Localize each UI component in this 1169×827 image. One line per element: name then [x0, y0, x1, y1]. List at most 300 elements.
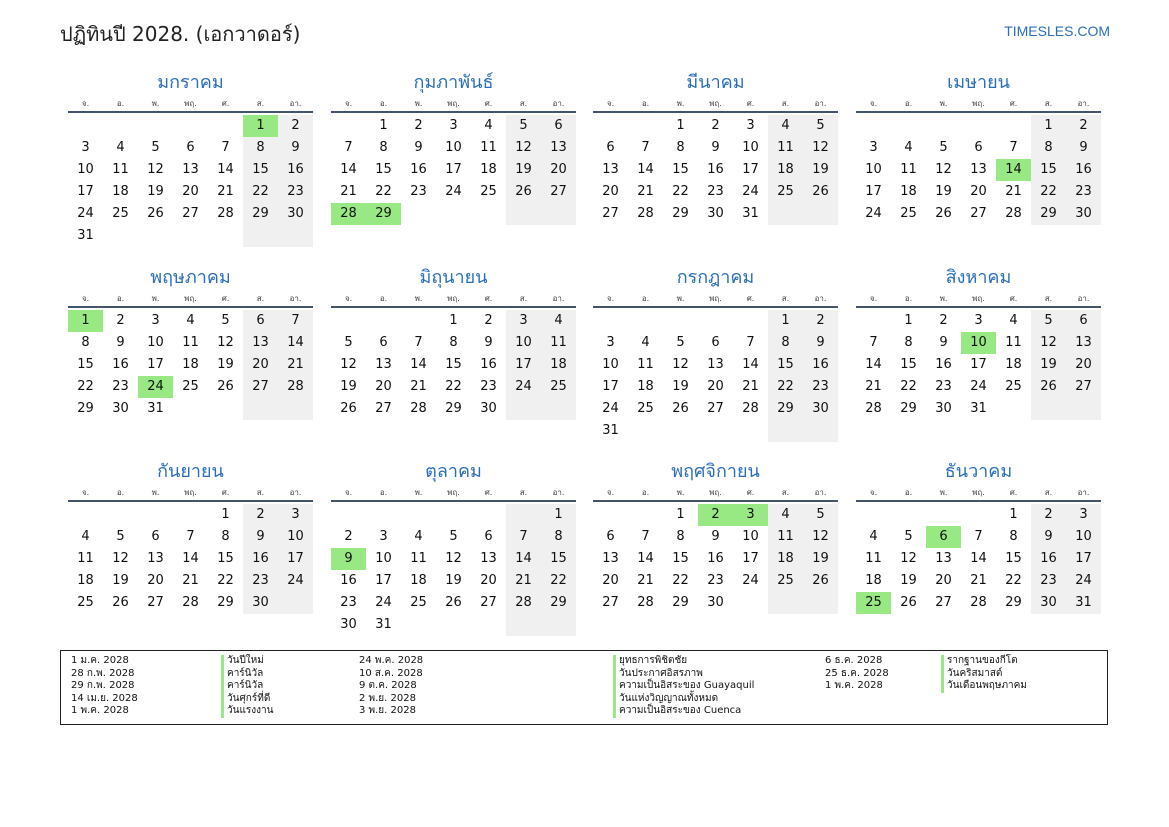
- day-cell: 17: [970, 357, 987, 372]
- day-cell: 21: [506, 570, 541, 592]
- day-cell: 12: [506, 137, 541, 159]
- day-cell: 24: [602, 401, 619, 416]
- day-cell: 11: [541, 332, 576, 354]
- empty-cell: [541, 398, 576, 420]
- day-cell: 28: [742, 401, 759, 416]
- day-cell: 13: [935, 551, 952, 566]
- weekday-label: พ.: [939, 294, 948, 303]
- day-cell: 27: [1066, 376, 1101, 398]
- day-cell: 26: [900, 595, 917, 610]
- weekday-label: ศ.: [221, 294, 230, 303]
- holiday-name: คาร์นิวัล: [221, 680, 263, 693]
- day-cell: 19: [900, 573, 917, 588]
- day-cell: 9: [711, 140, 720, 155]
- day-cell: 24: [445, 184, 462, 199]
- day-cell: 3: [278, 504, 313, 526]
- holiday-date: 6 ธ.ค. 2028: [825, 655, 883, 666]
- day-cell: 28: [637, 206, 654, 221]
- day-cell: 11: [900, 162, 917, 177]
- weekday-label: อ.: [116, 488, 125, 497]
- weekday-label: อา.: [289, 99, 302, 108]
- month-title: พฤศจิกายน: [671, 461, 760, 482]
- day-cell: 3: [506, 310, 541, 332]
- weekday-label: อ.: [116, 99, 125, 108]
- day-cell: 7: [641, 529, 650, 544]
- day-cell: 16: [707, 162, 724, 177]
- empty-cell: [401, 614, 436, 636]
- weekday-label: พ.: [414, 99, 423, 108]
- holiday-date: 1 ม.ค. 2028: [71, 655, 129, 666]
- day-cell: 3: [81, 140, 90, 155]
- day-cell: 18: [410, 573, 427, 588]
- day-cell: 12: [147, 162, 164, 177]
- day-cell: 19: [803, 548, 838, 570]
- day-cell: 6: [186, 140, 195, 155]
- empty-cell: [628, 115, 663, 137]
- day-cell: 25: [768, 181, 803, 203]
- weekday-label: พฤ.: [972, 99, 985, 108]
- day-cell: 21: [637, 184, 654, 199]
- day-cell: 22: [375, 184, 392, 199]
- weekday-label: อ.: [641, 294, 650, 303]
- day-cell: 9: [484, 335, 493, 350]
- day-cell: 3: [974, 313, 983, 328]
- day-cell: 25: [900, 206, 917, 221]
- empty-cell: [926, 115, 961, 137]
- day-cell: 31: [147, 401, 164, 416]
- weekday-label: พฤ.: [447, 99, 460, 108]
- empty-cell: [506, 398, 541, 420]
- day-cell: 4: [904, 140, 913, 155]
- empty-cell: [856, 504, 891, 526]
- day-cell: 14: [970, 551, 987, 566]
- day-cell: 2: [1031, 504, 1066, 526]
- day-cell: 30: [243, 592, 278, 614]
- holiday-date: 24 พ.ค. 2028: [359, 655, 424, 666]
- empty-cell: [663, 420, 698, 442]
- day-cell: 8: [81, 335, 90, 350]
- day-cell: 27: [147, 595, 164, 610]
- day-cell: 2: [116, 313, 125, 328]
- weekday-label: อา.: [1077, 294, 1090, 303]
- day-cell: 18: [182, 357, 199, 372]
- day-cell: 10: [865, 162, 882, 177]
- weekday-label: ศ.: [484, 294, 493, 303]
- day-cell: 11: [865, 551, 882, 566]
- day-cell: 8: [221, 529, 230, 544]
- day-cell: 23: [935, 379, 952, 394]
- day-grid: [68, 310, 313, 420]
- day-cell: 7: [344, 140, 353, 155]
- day-cell: 23: [707, 573, 724, 588]
- holiday-name: วันเดือนพฤษภาคม: [941, 680, 1027, 693]
- holiday-date: 1 พ.ค. 2028: [825, 680, 883, 692]
- day-cell: 23: [340, 595, 357, 610]
- page-title: ปฏิทินปี 2028. (เอกวาดอร์): [60, 22, 301, 46]
- day-cell: 19: [112, 573, 129, 588]
- day-cell: 23: [707, 184, 724, 199]
- day-cell: 14: [182, 551, 199, 566]
- day-cell: 18: [480, 162, 497, 177]
- holiday-name: วันคริสมาสต์: [941, 668, 1002, 681]
- weekday-label: อ.: [379, 488, 388, 497]
- day-cell: 17: [602, 379, 619, 394]
- weekday-header: [331, 96, 576, 113]
- day-cell: 30: [707, 206, 724, 221]
- weekday-header: [856, 485, 1101, 502]
- day-cell: 23: [278, 181, 313, 203]
- day-cell: 10: [445, 140, 462, 155]
- day-cell: 12: [803, 526, 838, 548]
- site-link[interactable]: TIMESLES.COM: [1004, 23, 1110, 39]
- weekday-label: อา.: [289, 488, 302, 497]
- empty-cell: [541, 203, 576, 225]
- day-cell: 17: [742, 162, 759, 177]
- day-cell: 19: [1031, 354, 1066, 376]
- day-cell: 4: [641, 335, 650, 350]
- day-cell: 7: [1009, 140, 1018, 155]
- day-cell: 15: [672, 162, 689, 177]
- day-cell: 30: [340, 617, 357, 632]
- day-grid: [331, 504, 576, 636]
- day-cell: 31: [1066, 592, 1101, 614]
- weekday-label: อ.: [379, 99, 388, 108]
- holiday-date: 14 เม.ย. 2028: [71, 692, 138, 704]
- empty-cell: [891, 115, 926, 137]
- day-cell: 9: [939, 335, 948, 350]
- day-cell: 4: [484, 118, 493, 133]
- day-cell: 11: [768, 137, 803, 159]
- day-cell: 13: [707, 357, 724, 372]
- day-cell: 18: [865, 573, 882, 588]
- day-cell: 21: [970, 573, 987, 588]
- day-cell: 29: [541, 592, 576, 614]
- day-cell: 28: [506, 592, 541, 614]
- holiday-name: วันแห่งวิญญาณทั้งหมด: [613, 693, 718, 706]
- day-cell: 26: [217, 379, 234, 394]
- day-cell: 10: [375, 551, 392, 566]
- weekday-header: [68, 291, 313, 308]
- day-cell: 24: [77, 206, 94, 221]
- day-cell: 20: [935, 573, 952, 588]
- empty-cell: [628, 420, 663, 442]
- day-cell: 7: [414, 335, 423, 350]
- holiday-day-cell: 24: [138, 376, 173, 398]
- weekday-label: อา.: [814, 294, 827, 303]
- day-cell: 30: [1031, 592, 1066, 614]
- weekday-label: พฤ.: [709, 488, 722, 497]
- empty-cell: [996, 115, 1031, 137]
- day-cell: 17: [375, 573, 392, 588]
- empty-cell: [891, 504, 926, 526]
- month-title: กุมภาพันธ์: [413, 72, 494, 93]
- day-cell: 19: [672, 379, 689, 394]
- day-cell: 14: [506, 548, 541, 570]
- empty-cell: [961, 504, 996, 526]
- day-cell: 1: [1031, 115, 1066, 137]
- day-cell: 11: [637, 357, 654, 372]
- weekday-label: อา.: [1077, 99, 1090, 108]
- weekday-label: พ.: [414, 294, 423, 303]
- empty-cell: [768, 420, 803, 442]
- day-cell: 28: [278, 376, 313, 398]
- weekday-label: ส.: [519, 488, 528, 497]
- day-cell: 6: [606, 140, 615, 155]
- day-cell: 17: [278, 548, 313, 570]
- day-cell: 8: [379, 140, 388, 155]
- holiday-day-cell: 1: [68, 310, 103, 332]
- day-cell: 26: [803, 181, 838, 203]
- day-cell: 25: [480, 184, 497, 199]
- holiday-name: ความเป็นอิสระของ Guayaquil: [613, 680, 754, 693]
- day-cell: 7: [746, 335, 755, 350]
- holiday-name: ยุทธการพิชิตชัย: [613, 655, 687, 668]
- day-cell: 2: [414, 118, 423, 133]
- day-cell: 26: [445, 595, 462, 610]
- day-cell: 27: [480, 595, 497, 610]
- empty-cell: [996, 398, 1031, 420]
- day-cell: 2: [278, 115, 313, 137]
- day-cell: 18: [77, 573, 94, 588]
- weekday-label: อา.: [814, 488, 827, 497]
- day-cell: 9: [414, 140, 423, 155]
- day-cell: 10: [602, 357, 619, 372]
- day-cell: 31: [375, 617, 392, 632]
- day-cell: 4: [869, 529, 878, 544]
- empty-cell: [471, 614, 506, 636]
- day-cell: 18: [112, 184, 129, 199]
- day-cell: 14: [637, 551, 654, 566]
- weekday-label: อา.: [814, 99, 827, 108]
- day-cell: 6: [1066, 310, 1101, 332]
- day-cell: 25: [410, 595, 427, 610]
- empty-cell: [436, 504, 471, 526]
- weekday-label: พฤ.: [184, 99, 197, 108]
- month-calendar: [593, 459, 838, 614]
- day-cell: 4: [81, 529, 90, 544]
- day-cell: 25: [541, 376, 576, 398]
- month-calendar: [68, 70, 313, 247]
- weekday-label: ส.: [256, 99, 265, 108]
- month-title: ตุลาคม: [425, 461, 482, 482]
- month-calendar: [856, 459, 1101, 614]
- empty-cell: [628, 310, 663, 332]
- empty-cell: [278, 398, 313, 420]
- holiday-name: วันแรงงาน: [221, 705, 273, 718]
- weekday-label: ส.: [1044, 488, 1053, 497]
- empty-cell: [173, 504, 208, 526]
- day-cell: 17: [147, 357, 164, 372]
- day-cell: 17: [742, 551, 759, 566]
- day-cell: 29: [445, 401, 462, 416]
- weekday-label: จ.: [344, 294, 353, 303]
- empty-cell: [173, 225, 208, 247]
- day-cell: 11: [77, 551, 94, 566]
- weekday-label: พฤ.: [972, 294, 985, 303]
- day-cell: 7: [278, 310, 313, 332]
- empty-cell: [506, 614, 541, 636]
- empty-cell: [103, 225, 138, 247]
- holiday-date: 10 ส.ค. 2028: [359, 667, 423, 679]
- empty-cell: [208, 398, 243, 420]
- day-cell: 29: [672, 595, 689, 610]
- day-cell: 20: [707, 379, 724, 394]
- day-cell: 1: [449, 313, 458, 328]
- day-cell: 14: [637, 162, 654, 177]
- day-cell: 24: [742, 573, 759, 588]
- day-cell: 17: [1066, 548, 1101, 570]
- day-cell: 12: [340, 357, 357, 372]
- day-cell: 10: [742, 529, 759, 544]
- weekday-label: ส.: [256, 488, 265, 497]
- weekday-label: พฤ.: [972, 488, 985, 497]
- day-cell: 14: [278, 332, 313, 354]
- day-cell: 30: [480, 401, 497, 416]
- weekday-label: จ.: [606, 294, 615, 303]
- day-cell: 12: [1031, 332, 1066, 354]
- day-cell: 26: [672, 401, 689, 416]
- empty-cell: [243, 225, 278, 247]
- day-cell: 13: [375, 357, 392, 372]
- weekday-label: พฤ.: [184, 488, 197, 497]
- weekday-label: พ.: [676, 99, 685, 108]
- weekday-label: พฤ.: [447, 488, 460, 497]
- day-cell: 28: [1005, 206, 1022, 221]
- day-cell: 23: [1031, 570, 1066, 592]
- day-cell: 16: [410, 162, 427, 177]
- empty-cell: [593, 115, 628, 137]
- day-cell: 9: [243, 526, 278, 548]
- day-cell: 11: [410, 551, 427, 566]
- weekday-label: ส.: [781, 488, 790, 497]
- day-grid: [856, 310, 1101, 420]
- day-cell: 15: [1031, 159, 1066, 181]
- empty-cell: [506, 504, 541, 526]
- weekday-label: ส.: [256, 294, 265, 303]
- holiday-date: 9 ต.ค. 2028: [359, 680, 417, 692]
- day-cell: 21: [637, 573, 654, 588]
- day-cell: 4: [414, 529, 423, 544]
- day-cell: 15: [672, 551, 689, 566]
- day-cell: 19: [445, 573, 462, 588]
- day-grid: [856, 504, 1101, 614]
- empty-cell: [471, 203, 506, 225]
- day-cell: 1: [676, 507, 685, 522]
- weekday-label: จ.: [869, 99, 878, 108]
- day-cell: 18: [768, 159, 803, 181]
- empty-cell: [1066, 398, 1101, 420]
- day-cell: 30: [803, 398, 838, 420]
- day-cell: 30: [707, 595, 724, 610]
- empty-cell: [768, 203, 803, 225]
- day-cell: 18: [900, 184, 917, 199]
- weekday-label: อ.: [904, 488, 913, 497]
- day-cell: 29: [1005, 595, 1022, 610]
- empty-cell: [68, 504, 103, 526]
- day-cell: 12: [935, 162, 952, 177]
- weekday-label: จ.: [869, 488, 878, 497]
- holiday-date: 29 ก.พ. 2028: [71, 680, 135, 692]
- day-cell: 23: [410, 184, 427, 199]
- month-title: มีนาคม: [686, 72, 745, 93]
- weekday-label: จ.: [606, 99, 615, 108]
- weekday-label: พ.: [151, 488, 160, 497]
- weekday-label: พฤ.: [184, 294, 197, 303]
- day-cell: 15: [541, 548, 576, 570]
- day-cell: 7: [221, 140, 230, 155]
- empty-cell: [926, 504, 961, 526]
- holiday-name: วันปีใหม่: [221, 655, 264, 668]
- day-cell: 11: [182, 335, 199, 350]
- day-cell: 16: [1031, 548, 1066, 570]
- weekday-label: ศ.: [746, 294, 755, 303]
- empty-cell: [331, 504, 366, 526]
- weekday-label: ศ.: [484, 488, 493, 497]
- day-cell: 22: [900, 379, 917, 394]
- day-cell: 23: [480, 379, 497, 394]
- day-cell: 4: [768, 115, 803, 137]
- day-cell: 23: [803, 376, 838, 398]
- day-cell: 6: [243, 310, 278, 332]
- day-cell: 13: [243, 332, 278, 354]
- day-cell: 9: [278, 137, 313, 159]
- day-cell: 14: [217, 162, 234, 177]
- day-cell: 16: [707, 551, 724, 566]
- day-cell: 26: [803, 570, 838, 592]
- day-cell: 8: [243, 137, 278, 159]
- day-cell: 1: [904, 313, 913, 328]
- day-cell: 6: [606, 529, 615, 544]
- day-cell: 30: [278, 203, 313, 225]
- day-cell: 24: [742, 184, 759, 199]
- day-cell: 22: [1031, 181, 1066, 203]
- day-cell: 18: [637, 379, 654, 394]
- day-cell: 3: [151, 313, 160, 328]
- day-cell: 8: [768, 332, 803, 354]
- day-cell: 27: [935, 595, 952, 610]
- day-cell: 5: [506, 115, 541, 137]
- holiday-day-cell: 29: [366, 203, 401, 225]
- weekday-header: [331, 291, 576, 308]
- day-grid: [331, 115, 576, 225]
- weekday-label: พ.: [676, 294, 685, 303]
- day-cell: 20: [602, 573, 619, 588]
- weekday-label: จ.: [81, 294, 90, 303]
- month-title: มิถุนายน: [419, 267, 488, 288]
- day-cell: 29: [672, 206, 689, 221]
- empty-cell: [733, 592, 768, 614]
- day-cell: 12: [217, 335, 234, 350]
- empty-cell: [628, 504, 663, 526]
- holiday-day-cell: 28: [331, 203, 366, 225]
- weekday-label: อ.: [379, 294, 388, 303]
- day-cell: 5: [221, 313, 230, 328]
- holiday-name: รากฐานของกีโต: [941, 655, 1018, 668]
- day-cell: 25: [77, 595, 94, 610]
- holiday-date: 3 พ.ย. 2028: [359, 705, 416, 717]
- day-cell: 12: [900, 551, 917, 566]
- day-cell: 14: [340, 162, 357, 177]
- day-cell: 10: [147, 335, 164, 350]
- empty-cell: [366, 310, 401, 332]
- day-cell: 13: [147, 551, 164, 566]
- empty-cell: [698, 420, 733, 442]
- holiday-name: คาร์นิวัล: [221, 668, 263, 681]
- day-cell: 5: [1031, 310, 1066, 332]
- day-cell: 15: [1005, 551, 1022, 566]
- empty-cell: [733, 310, 768, 332]
- day-cell: 6: [974, 140, 983, 155]
